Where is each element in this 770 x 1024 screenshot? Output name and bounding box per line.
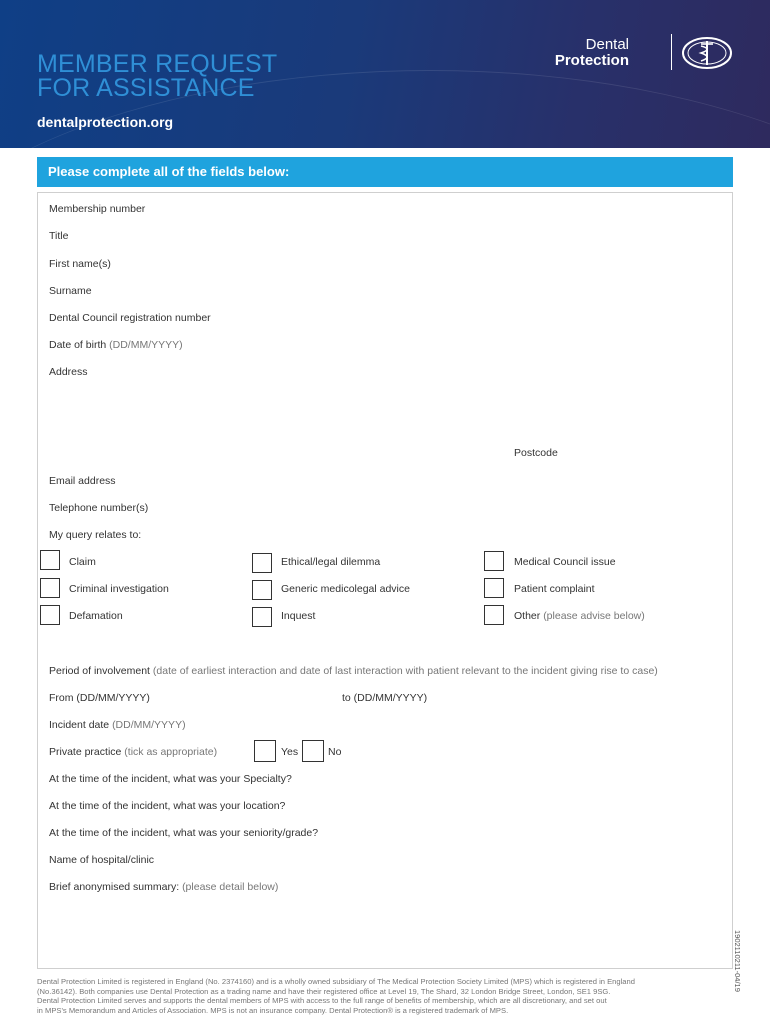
location-question: At the time of the incident, what was your location? xyxy=(49,800,286,812)
postcode-label: Postcode xyxy=(514,447,558,459)
no-label: No xyxy=(328,746,342,758)
criminal-investigation-checkbox[interactable] xyxy=(40,578,60,598)
title-line-1: MEMBER REQUEST xyxy=(37,50,278,78)
footer-line-1: Dental Protection Limited is registered in England (No. 2374160) and is a wholly owned subsidiary of The Medical Protection Society Limited (MPS) which is registered in England xyxy=(37,977,635,986)
claim-label: Claim xyxy=(69,556,96,568)
claim-checkbox[interactable] xyxy=(40,550,60,570)
other-text: Other xyxy=(514,610,541,622)
period-text: Period of involvement xyxy=(49,665,150,677)
seniority-question: At the time of the incident, what was your seniority/grade? xyxy=(49,827,319,839)
specialty-question: At the time of the incident, what was your Specialty? xyxy=(49,773,292,785)
telephone-label: Telephone number(s) xyxy=(49,502,149,514)
incident-date-hint: (DD/MM/YYYY) xyxy=(112,719,186,731)
medical-council-checkbox[interactable] xyxy=(484,551,504,571)
address-label: Address xyxy=(49,366,88,378)
caduceus-emblem-icon xyxy=(681,36,733,70)
private-yes-checkbox[interactable] xyxy=(254,740,276,762)
medical-council-label: Medical Council issue xyxy=(514,556,616,568)
generic-medicolegal-label: Generic medicolegal advice xyxy=(281,583,410,595)
summary-hint: (please detail below) xyxy=(182,881,279,893)
private-no-checkbox[interactable] xyxy=(302,740,324,762)
dob-format-hint: (DD/MM/YYYY) xyxy=(109,339,183,351)
other-checkbox[interactable] xyxy=(484,605,504,625)
defamation-checkbox[interactable] xyxy=(40,605,60,625)
first-names-label: First name(s) xyxy=(49,258,111,270)
other-label xyxy=(514,610,645,622)
criminal-investigation-label: Criminal investigation xyxy=(69,583,169,595)
period-of-involvement-label xyxy=(49,665,658,677)
form-container xyxy=(37,192,733,969)
private-practice-text: Private practice xyxy=(49,746,122,758)
dob-text: Date of birth xyxy=(49,339,107,351)
dental-protection-logo xyxy=(554,34,740,74)
ethical-legal-checkbox[interactable] xyxy=(252,553,272,573)
dental-council-label: Dental Council registration number xyxy=(49,312,211,324)
inquest-checkbox[interactable] xyxy=(252,607,272,627)
other-hint: (please advise below) xyxy=(543,610,645,622)
patient-complaint-label: Patient complaint xyxy=(514,583,595,595)
yes-label: Yes xyxy=(281,746,299,758)
period-hint: (date of earliest interaction and date of last interaction with patient relevant to the incident giving rise to case) xyxy=(152,665,658,677)
footer-line-3: Dental Protection Limited serves and supports the dental members of MPS with access to the full range of benefits of membership, which are all discretionary, and set out xyxy=(37,996,607,1005)
incident-date-label xyxy=(49,719,186,731)
email-label: Email address xyxy=(49,475,116,487)
legal-footer xyxy=(37,977,733,1015)
patient-complaint-checkbox[interactable] xyxy=(484,578,504,598)
logo-text-protection: Protection xyxy=(554,52,629,69)
summary-text: Brief anonymised summary: xyxy=(49,881,180,893)
query-relates-label: My query relates to: xyxy=(49,529,142,541)
from-date-label: From (DD/MM/YYYY) xyxy=(49,692,150,704)
date-of-birth-label xyxy=(49,339,183,351)
page-title xyxy=(37,52,277,100)
inquest-label: Inquest xyxy=(281,610,316,622)
hospital-clinic-label: Name of hospital/clinic xyxy=(49,854,155,866)
summary-label xyxy=(49,881,278,893)
logo-divider xyxy=(671,34,672,70)
defamation-label: Defamation xyxy=(69,610,123,622)
private-practice-label xyxy=(49,746,217,758)
document-reference-code: 1902110211-04/19 xyxy=(733,930,742,992)
surname-label: Surname xyxy=(49,285,92,297)
logo-text-dental: Dental xyxy=(585,36,629,53)
website-link[interactable]: dentalprotection.org xyxy=(37,114,174,130)
instructions-banner: Please complete all of the fields below: xyxy=(37,157,733,187)
to-date-label: to (DD/MM/YYYY) xyxy=(342,692,428,704)
header-banner xyxy=(0,0,770,148)
title-label: Title xyxy=(49,230,69,242)
footer-line-2: (No.36142). Both companies use Dental Protection as a trading name and have their registered office at Level 19, The Shard, 32 London Bridge Street, London, SE1 9SG. xyxy=(37,986,611,996)
membership-number-label: Membership number xyxy=(49,203,146,215)
private-practice-hint: (tick as appropriate) xyxy=(124,746,218,758)
incident-date-text: Incident date xyxy=(49,719,110,731)
ethical-legal-label: Ethical/legal dilemma xyxy=(281,556,381,568)
generic-medicolegal-checkbox[interactable] xyxy=(252,580,272,600)
footer-line-4: in MPS's Memorandum and Articles of Association. MPS is not an insurance company. Dental Protection® is a registered trademark of MPS. xyxy=(37,1005,509,1015)
title-line-2: FOR ASSISTANCE xyxy=(37,74,255,102)
